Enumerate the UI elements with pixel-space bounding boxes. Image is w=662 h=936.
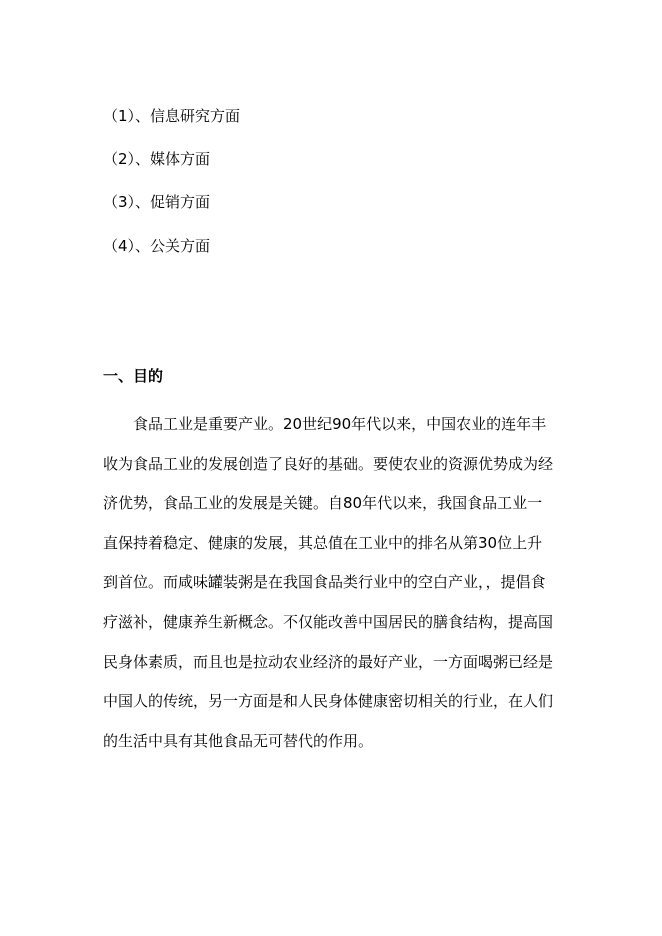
section-heading: 一、目的 [103,367,164,385]
list-item-research: （1）、信息研究方面 [103,107,241,125]
list-item-media: （2）、媒体方面 [103,150,211,168]
list-item-promotion: （3）、促销方面 [103,193,211,211]
body-paragraph: 食品工业是重要产业。20世纪90年代以来，中国农业的连年丰收为食品工业的发展创造了良好的基础。要使农业的资源优势成为经济优势，食品工业的发展是关键。自80年代以来，我国食品工业一直保持着稳定、健康的发展，其总值在工业中的排名从第30位上升到首位。而咸味罐装粥是在我国食品类行业中的空白产业，，提倡食疗滋补，健康养生新概念。不仅能改善中国居民的膳食结构，提高国民身体素质，而且也是拉动农业经济的最好产业，一方面喝粥已经是中国人的传统，另一方面是和人民身体健康密切相关的行业，在人们的生活中具有其他食品无可替代的作用。 [103,415,554,750]
list-item-public-relations: （4）、公关方面 [103,237,211,255]
